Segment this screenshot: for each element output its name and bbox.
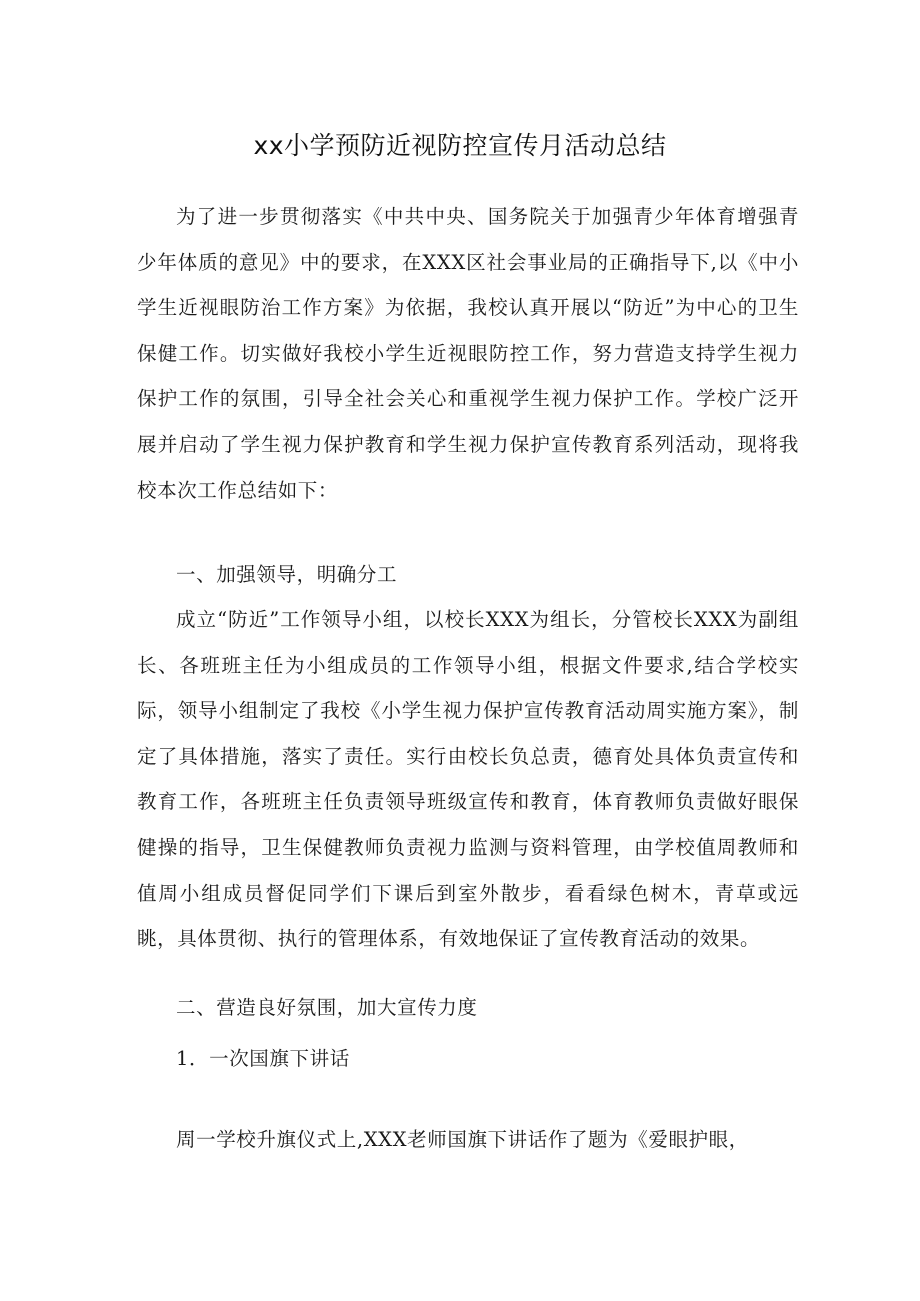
intro-paragraph: 为了进一步贯彻落实《中共中央、国务院关于加强青少年体育增强青少年体质的意见》中的要求，在XXX区社会事业局的正确指导下,以《中小学生近视眼防治工作方案》为依据，我校认真开展以“防近”为中心的卫生保健工作。切实做好我校小学生近视眼防控工作，努力营造支持学生视力保护工作的氛围，引导全社会关心和重视学生视力保护工作。学校广泛开展并启动了学生视力保护教育和学生视力保护宣传教育系列活动，现将我校本次工作总结如下： (137, 205, 799, 502)
section-two-heading: 二、营造良好氛围，加大宣传力度 (176, 996, 478, 1019)
section-two-subheading: 1．一次国旗下讲话 (176, 1047, 350, 1070)
section-two-sub-paragraph: 周一学校升旗仪式上,XXX老师国旗下讲话作了题为《爱眼护眼， (176, 1128, 749, 1151)
section-one-paragraph: 成立“防近”工作领导小组，以校长XXX为组长，分管校长XXX为副组长、各班班主任为小组成员的工作领导小组，根据文件要求,结合学校实际，领导小组制定了我校《小学生视力保护宣传教育活动周实施方案》，制定了具体措施，落实了责任。实行由校长负总责，德育处具体负责宣传和教育工作，各班班主任负责领导班级宣传和教育，体育教师负责做好眼保健操的指导，卫生保健教师负责视力监测与资料管理，由学校值周教师和值周小组成员督促同学们下课后到室外散步，看看绿色树木，青草或远眺，具体贯彻、执行的管理体系，有效地保证了宣传教育活动的效果。 (137, 608, 799, 951)
section-one-heading: 一、加强领导，明确分工 (176, 563, 398, 586)
document-title: xx小学预防近视防控宣传月活动总结 (253, 131, 667, 160)
